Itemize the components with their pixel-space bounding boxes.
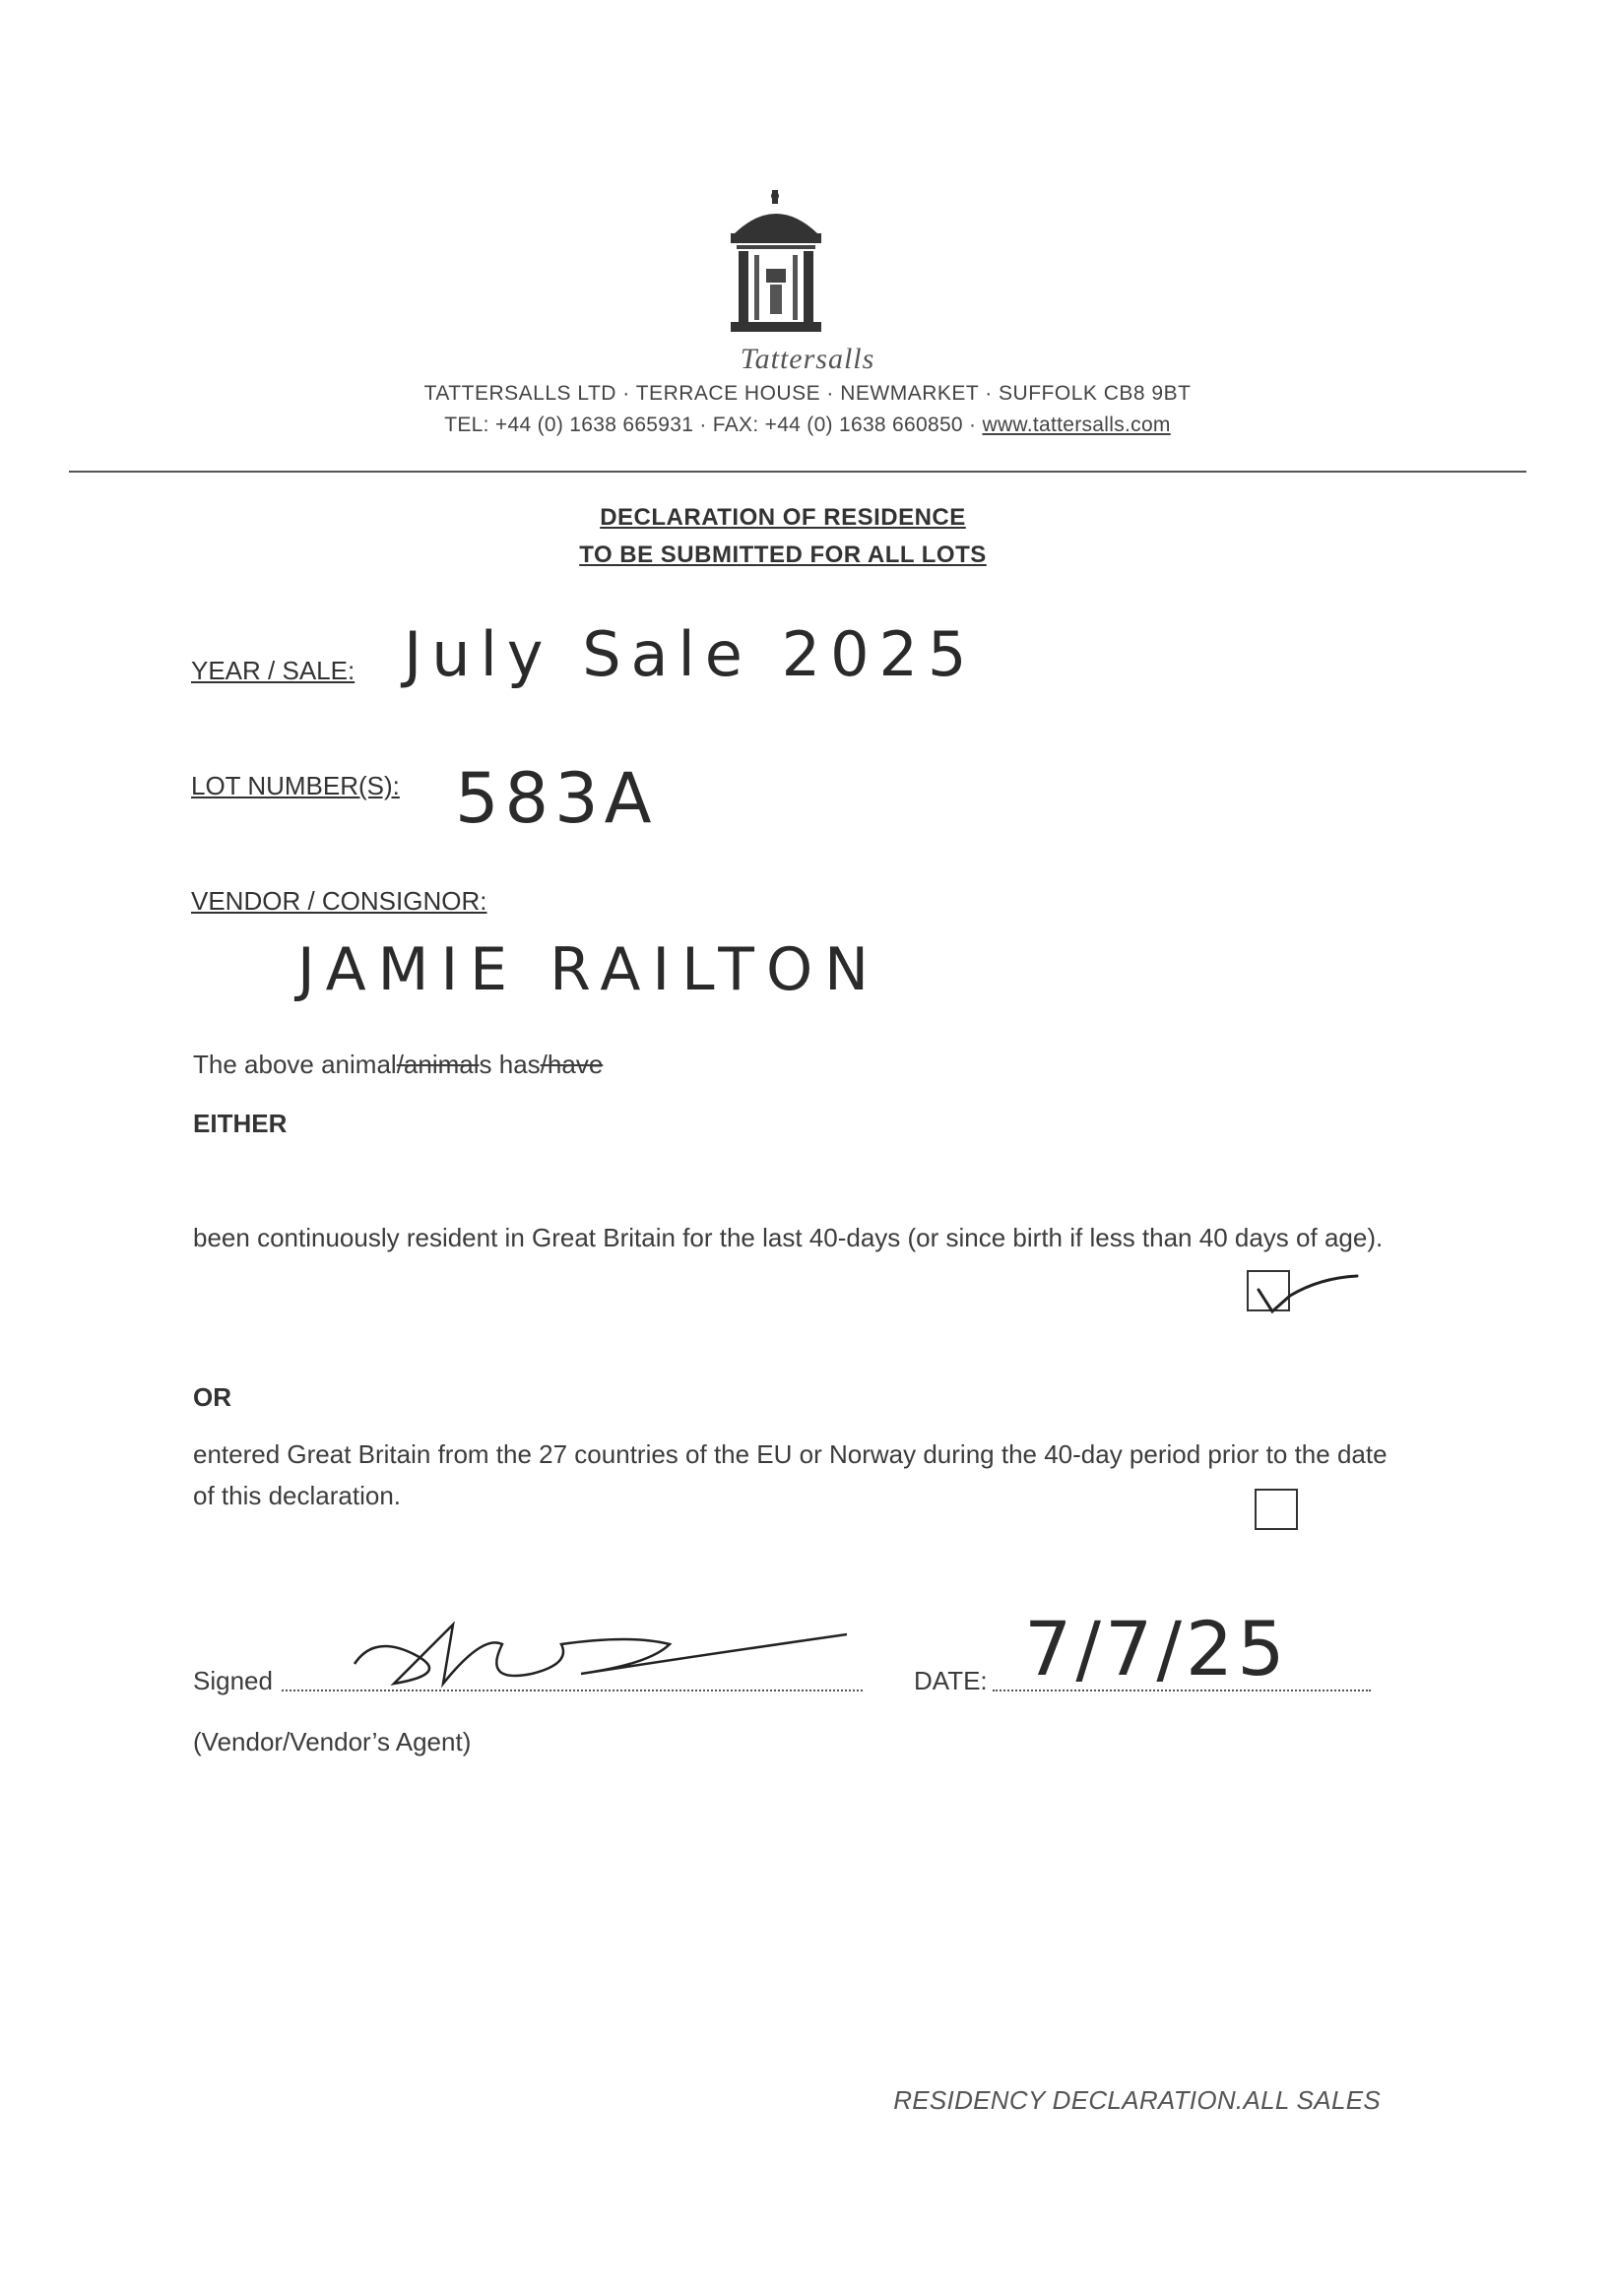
- date-label: DATE:: [914, 1666, 988, 1695]
- document-title: DECLARATION OF RESIDENCE: [600, 504, 966, 531]
- struck-animals: /animal: [396, 1050, 480, 1079]
- signed-label: Signed: [193, 1666, 273, 1695]
- year-sale-value: July Sale 2025: [404, 618, 977, 690]
- struck-have: /have: [540, 1050, 604, 1079]
- document-subtitle: TO BE SUBMITTED FOR ALL LOTS: [579, 542, 987, 568]
- option2-text: entered Great Britain from the 27 countries of the EU or Norway during the 40-day period prior to the date of this declaration.: [193, 1439, 1388, 1510]
- header-divider: [69, 471, 1526, 473]
- option1-text: been continuously resident in Great Britain for the last 40-days (or since birth if less than 40 days of age).: [193, 1223, 1384, 1252]
- contact-line: [0, 414, 1615, 437]
- contact-numbers: TEL: +44 (0) 1638 665931 · FAX: +44 (0) 1638 660850 ·: [444, 414, 983, 436]
- lot-number-value: 583A: [455, 758, 658, 839]
- option2-checkbox[interactable]: [1255, 1489, 1298, 1530]
- or-label: OR: [193, 1382, 231, 1412]
- website-link[interactable]: www.tattersalls.com: [982, 414, 1171, 436]
- brand-name: Tattersalls: [740, 343, 875, 375]
- footer-reference: RESIDENCY DECLARATION.ALL SALES: [893, 2085, 1381, 2115]
- either-label: EITHER: [193, 1109, 288, 1138]
- statement-line: [193, 1044, 603, 1085]
- year-sale-label: YEAR / SALE:: [191, 656, 355, 685]
- company-address: TATTERSALLS LTD · TERRACE HOUSE · NEWMARKET · SUFFOLK CB8 9BT: [423, 382, 1192, 405]
- lot-number-label: LOT NUMBER(S):: [191, 771, 400, 800]
- date-value: 7/7/25: [1024, 1605, 1289, 1692]
- statement-prefix: The above animal: [193, 1050, 397, 1079]
- signature-scribble-icon: [335, 1605, 867, 1703]
- vendor-value: JAMIE RAILTON: [297, 935, 881, 1004]
- vendor-agent-label: (Vendor/Vendor’s Agent): [193, 1727, 472, 1756]
- statement-mid: s has: [479, 1050, 541, 1079]
- checkmark-icon: [1251, 1266, 1369, 1325]
- vendor-label: VENDOR / CONSIGNOR:: [191, 886, 487, 916]
- temple-dome-logo-icon: [727, 190, 825, 338]
